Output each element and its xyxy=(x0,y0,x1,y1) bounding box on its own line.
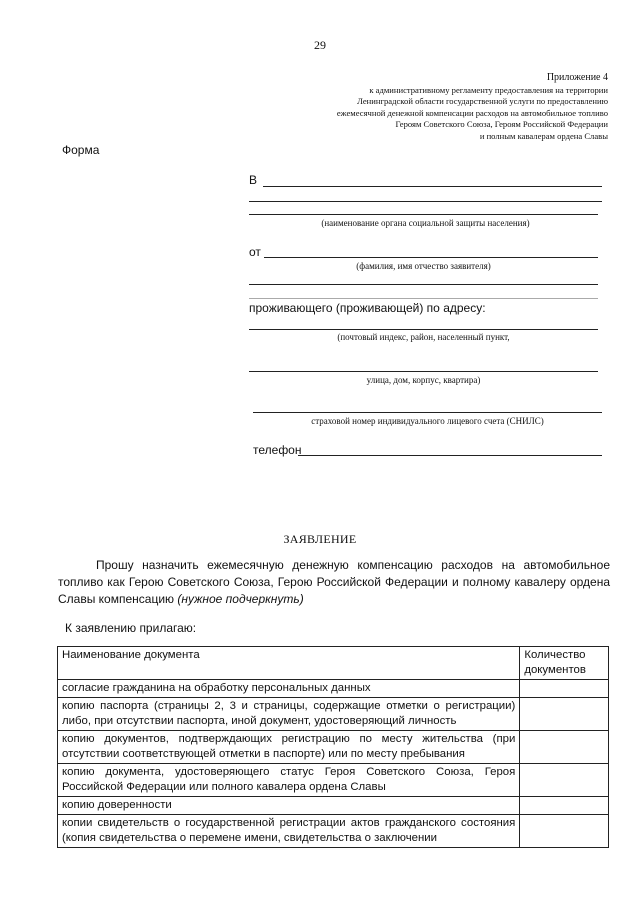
page-number: 29 xyxy=(314,38,326,52)
to-field-line-2[interactable] xyxy=(249,201,602,202)
table-row xyxy=(58,680,609,698)
statement-body xyxy=(58,557,610,608)
snils-field-line[interactable] xyxy=(253,412,602,413)
table-cell-document: копию документов, подтверждающих регистрацию по месту жительства (при отсутствии соответствующей отметки в паспорте) или по месту пребывания xyxy=(58,731,520,764)
table-cell-document: копию доверенности xyxy=(58,797,520,815)
table-cell-document: копии свидетельств о государственной регистрации актов гражданского состояния (копия свидетельства о перемене имени, свидетельства о заключении xyxy=(58,815,520,848)
table-cell-document: копию паспорта (страницы 2, 3 и страницы, содержащие отметки о регистрации) либо, при отсутствии паспорта, иной документ, удостоверяющий личность xyxy=(58,698,520,731)
table-cell-count[interactable] xyxy=(520,764,609,797)
to-prefix: В xyxy=(249,173,258,187)
org-hint: (наименование органа социальной защиты населения) xyxy=(321,218,530,228)
to-field-line-3[interactable] xyxy=(249,214,598,215)
table-cell-document: копию документа, удостоверяющего статус Героя Советского Союза, Героя Российской Федерации или полного кавалера ордена Славы xyxy=(58,764,520,797)
appendix-header xyxy=(337,72,608,143)
name-field-line-3[interactable] xyxy=(249,298,598,299)
table-row xyxy=(58,815,609,848)
table-cell-count[interactable] xyxy=(520,815,609,848)
documents-table xyxy=(57,646,609,848)
from-prefix: от xyxy=(249,245,261,259)
name-hint: (фамилия, имя отчество заявителя) xyxy=(356,261,491,271)
table-row xyxy=(58,764,609,797)
attach-label: К заявлению прилагаю: xyxy=(65,621,197,635)
snils-hint: страховой номер индивидуального лицевого счета (СНИЛС) xyxy=(311,416,544,426)
form-label: Форма xyxy=(62,143,100,157)
name-field-line-2[interactable] xyxy=(249,284,598,285)
address-field-line[interactable] xyxy=(249,329,598,330)
appendix-line: ежемесячной денежной компенсации расходов на автомобильное топливо xyxy=(336,107,608,118)
table-header-count: Количество документов xyxy=(520,647,609,680)
table-cell-count[interactable] xyxy=(520,698,609,731)
table-header-row xyxy=(58,647,609,680)
address-hint: (почтовый индекс, район, населенный пункт, xyxy=(337,332,510,342)
statement-text: Прошу назначить ежемесячную денежную компенсацию расходов на автомобильное топливо как Герою Советского Союза, Герою Российской Федерации и полному кавалеру ордена Славы компенсацию xyxy=(58,558,610,606)
residence-label: проживающего (проживающей) по адресу: xyxy=(249,301,486,315)
table-cell-count[interactable] xyxy=(520,797,609,815)
street-hint: улица, дом, корпус, квартира) xyxy=(366,375,481,385)
to-field-line[interactable] xyxy=(263,186,602,187)
table-row xyxy=(58,698,609,731)
table-cell-count[interactable] xyxy=(520,731,609,764)
table-row xyxy=(58,797,609,815)
appendix-title: Приложение 4 xyxy=(546,72,608,83)
street-field-line[interactable] xyxy=(249,371,598,372)
phone-field-line[interactable] xyxy=(298,455,602,456)
table-cell-count[interactable] xyxy=(520,680,609,698)
appendix-line: и полным кавалерам ордена Славы xyxy=(479,130,608,141)
phone-label: телефон xyxy=(253,443,302,457)
appendix-line: к административному регламенту предоставления на территории xyxy=(369,84,608,95)
statement-note: (нужное подчеркнуть) xyxy=(177,592,304,606)
statement-title: ЗАЯВЛЕНИЕ xyxy=(283,532,357,546)
table-header-name: Наименование документа xyxy=(58,647,520,680)
table-row xyxy=(58,731,609,764)
appendix-line: Ленинградской области государственной услуги по предоставлению xyxy=(357,96,608,107)
appendix-line: Героям Советского Союза, Героям Российской Федерации xyxy=(395,119,608,130)
table-cell-document: согласие гражданина на обработку персональных данных xyxy=(58,680,520,698)
name-field-line[interactable] xyxy=(264,257,598,258)
